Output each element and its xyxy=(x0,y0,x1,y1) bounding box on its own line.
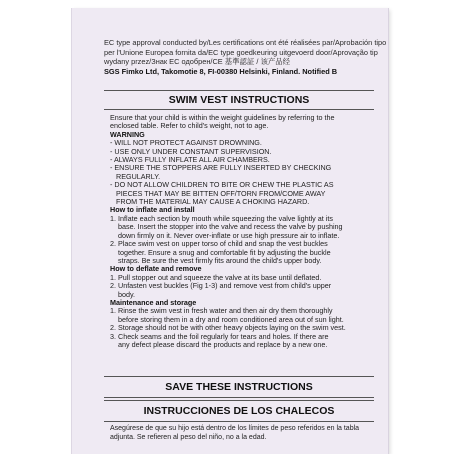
step-number: 2. xyxy=(110,239,116,249)
step-line: before storing them in a dry and room conditioned area out of sun light. xyxy=(118,314,344,324)
step-item xyxy=(110,307,374,324)
step-number: 2. xyxy=(110,323,116,333)
warning-heading: WARNING xyxy=(110,129,145,139)
step-number: 1. xyxy=(110,213,116,223)
warning-line: - ENSURE THE STOPPERS ARE FULLY INSERTED BY CHECKING xyxy=(110,163,332,173)
certification-block xyxy=(104,38,388,76)
save-instructions-banner: SAVE THESE INSTRUCTIONS xyxy=(104,376,374,397)
cert-line: wydany przez/Знак ЕС одобрен/CE 基準認証 / 该产品经 xyxy=(104,57,291,66)
section-title: SWIM VEST INSTRUCTIONS xyxy=(104,91,374,110)
warning-line: - WILL NOT PROTECT AGAINST DROWNING. xyxy=(110,138,262,148)
step-line: Inflate each section by mouth while squeezing the valve lightly at its xyxy=(118,213,333,223)
warning-line: FROM THE MATERIAL MAY CAUSE A CHOKING HAZARD. xyxy=(116,197,310,207)
step-line: straps. Be sure the vest firmly fits around the child's upper body. xyxy=(118,255,322,265)
step-number: 1. xyxy=(110,272,116,282)
spanish-instructions-section xyxy=(104,400,374,454)
step-item xyxy=(110,282,374,299)
step-line: base. Insert the stopper into the valve and recess the valve by pushing xyxy=(118,222,343,232)
step-line: Pull stopper out and squeeze the valve at its base until deflated. xyxy=(118,272,322,282)
step-number: 3. xyxy=(110,331,116,341)
step-line: together. Ensure a snug and comfortable fit by adjusting the buckle xyxy=(118,247,331,257)
inflate-heading: How to inflate and install xyxy=(110,205,195,215)
step-item xyxy=(110,240,374,265)
maintenance-heading: Maintenance and storage xyxy=(110,297,197,307)
cert-line: per l'Unione Europea fornita da/EC type goedkeuring uitgevoerd door/Aprovação tip xyxy=(104,47,378,57)
step-number: 2. xyxy=(110,281,116,291)
warning-line: - DO NOT ALLOW CHILDREN TO BITE OR CHEW THE PLASTIC AS xyxy=(110,180,334,190)
warning-line: - USE ONLY UNDER CONSTANT SUPERVISION. xyxy=(110,146,272,156)
warning-line: PIECES THAT MAY BE BITTEN OFF/TORN FROM/COME AWAY xyxy=(116,188,326,198)
intro-line: enclosed table. Refer to child's weight, not to age. xyxy=(110,121,269,131)
step-line: any defect please discard the products and replace by a new one. xyxy=(118,339,328,349)
cert-line: EC type approval conducted by/Les certifications ont été réalisées par/Aprobación tipo xyxy=(104,38,387,47)
step-line: Place swim vest on upper torso of child and snap the vest buckles xyxy=(118,239,328,249)
cert-line-notified-body: SGS Fimko Ltd, Takomotie 8, FI-00380 Helsinki, Finland. Notified B xyxy=(104,66,338,76)
spanish-title: INSTRUCCIONES DE LOS CHALECOS xyxy=(104,401,374,422)
swim-vest-instructions-section xyxy=(104,90,374,398)
warning-line: REGULARLY. xyxy=(116,171,161,181)
spanish-line: Asegúrese de que su hijo está dentro de los límites de peso referidos en la tabla xyxy=(110,425,360,432)
step-line: body. xyxy=(118,289,136,299)
step-line: Check seams and the foil regularly for tears and holes. If there are xyxy=(118,331,329,341)
step-line: Unfasten vest buckles (Fig 1-3) and remove vest from child's upper xyxy=(118,281,332,291)
instruction-booklet xyxy=(72,8,388,454)
warning-line: - ALWAYS FULLY INFLATE ALL AIR CHAMBERS. xyxy=(110,155,270,165)
maintenance-steps xyxy=(104,307,374,349)
deflate-heading: How to deflate and remove xyxy=(110,264,202,274)
step-number: 1. xyxy=(110,306,116,316)
spanish-line: adjunta. Se refieren al peso del niño, no a la edad. xyxy=(110,433,267,441)
step-line: Storage should not be with other heavy objects laying on the swim vest. xyxy=(118,323,346,333)
inflate-steps xyxy=(104,215,374,265)
intro-line: Ensure that your child is within the weight guidelines by referring to the xyxy=(110,113,335,122)
step-item xyxy=(110,333,374,350)
step-line: down firmly on it. Never over-inflate or use high pressure air to inflate. xyxy=(118,230,340,240)
deflate-steps xyxy=(104,274,374,299)
step-item xyxy=(110,215,374,240)
step-line: Rinse the swim vest in fresh water and then air dry them thoroughly xyxy=(118,306,333,316)
